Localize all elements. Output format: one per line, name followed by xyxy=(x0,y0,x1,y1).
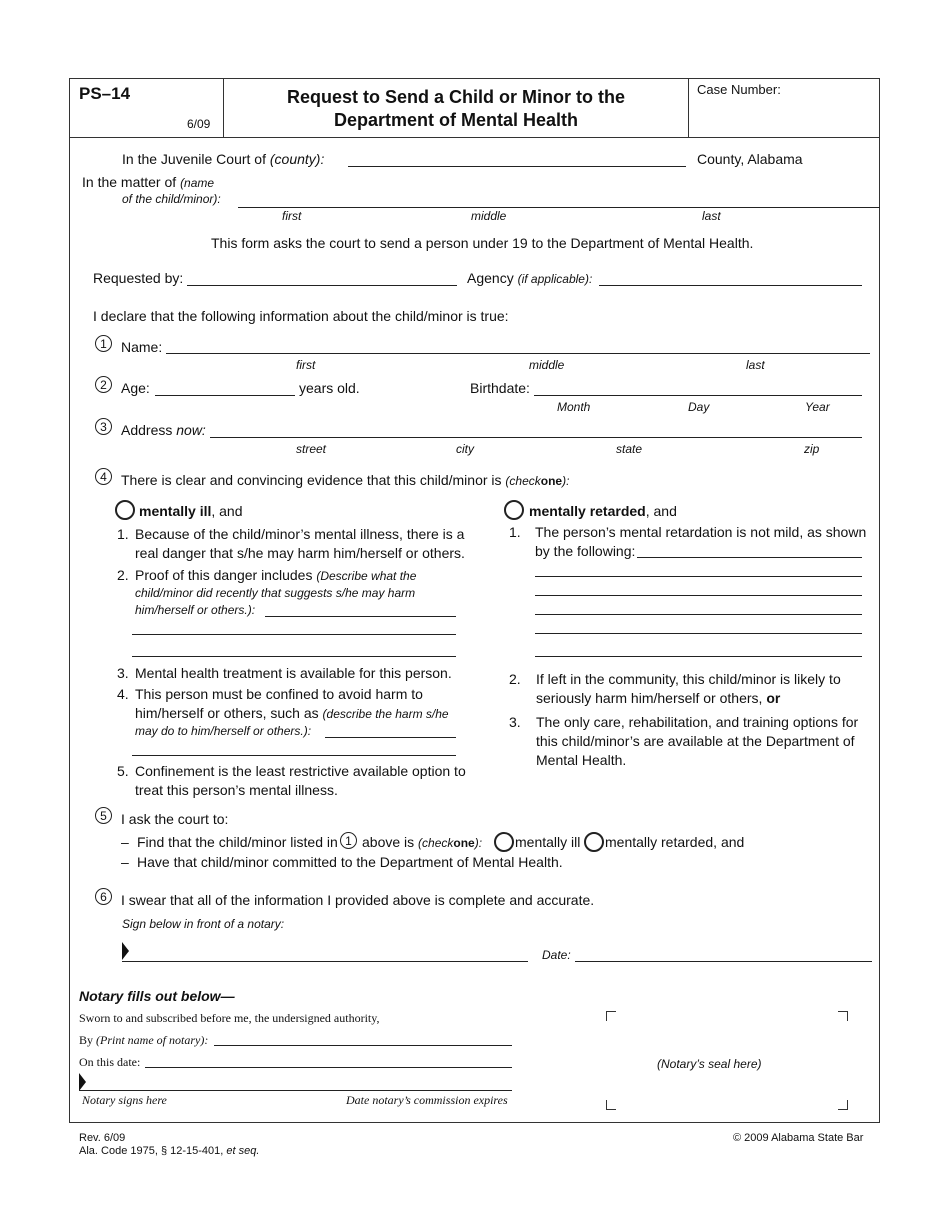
name-first-label: first xyxy=(296,358,316,372)
ill-item-4-line-c: may do to him/herself or others.): xyxy=(135,724,312,738)
case-number-label: Case Number: xyxy=(697,82,781,97)
ret-item-3-num: 3. xyxy=(509,714,521,730)
ill-harm-line-1[interactable] xyxy=(325,737,456,738)
ask-check-open: (check xyxy=(418,836,454,850)
ret-item-1-line-a: The person’s mental retardation is not mild, as shown xyxy=(535,524,867,540)
signature-date-label: Date: xyxy=(542,948,571,962)
agency-label xyxy=(467,270,592,286)
ret-evidence-line-6[interactable] xyxy=(535,656,862,657)
form-title-line1: Request to Send a Child or Minor to the xyxy=(286,87,625,107)
ask-label: I ask the court to: xyxy=(121,811,229,827)
notary-seal-label: (Notary’s seal here) xyxy=(657,1057,762,1071)
court-prefix-text: In the Juvenile Court of xyxy=(122,151,266,167)
mentally-retarded-radio[interactable] xyxy=(504,500,524,520)
name-last-label: last xyxy=(746,358,765,372)
ill-item-5-num: 5. xyxy=(117,763,129,779)
mentally-ill-radio[interactable] xyxy=(115,500,135,520)
notary-signs-here-label: Notary signs here xyxy=(82,1093,167,1107)
mentally-ill-title: mentally ill xyxy=(139,503,212,519)
age-label: Age: xyxy=(121,380,150,396)
ask-dash-2: – xyxy=(121,854,129,870)
mentally-ill-heading xyxy=(139,503,243,519)
footer-code xyxy=(79,1145,259,1157)
name-input-line[interactable] xyxy=(166,353,870,354)
address-hint: now: xyxy=(176,422,206,438)
ret-item-1-num: 1. xyxy=(509,524,521,540)
ret-item-3-line-c: Mental Health. xyxy=(536,752,627,768)
signature-arrow-icon xyxy=(122,942,129,960)
ill-proof-line-1[interactable] xyxy=(265,616,456,617)
address-label xyxy=(121,422,206,438)
ret-evidence-line-5[interactable] xyxy=(535,633,862,634)
notary-on-date-label: On this date: xyxy=(79,1055,141,1069)
sign-hint: Sign below in front of a notary: xyxy=(122,917,285,931)
mentally-retarded-and: , and xyxy=(645,503,677,519)
county-suffix: County, Alabama xyxy=(697,151,803,167)
footer-code-text: Ala. Code 1975, § 12-15-401, xyxy=(79,1145,224,1157)
address-street-label: street xyxy=(296,442,327,456)
evidence-text xyxy=(121,472,569,488)
notary-commission-label: Date notary’s commission expires xyxy=(346,1093,508,1107)
ill-item-2-text: Proof of this danger includes xyxy=(135,567,313,583)
notary-by-text: By xyxy=(79,1033,94,1047)
footer-copyright: © 2009 Alabama State Bar xyxy=(733,1132,864,1144)
ill-item-3-num: 3. xyxy=(117,665,129,681)
matter-hint-1: (name xyxy=(180,176,215,190)
header-bottom-rule xyxy=(69,137,880,138)
notary-signature-line[interactable] xyxy=(79,1090,512,1091)
matter-prefix-text: In the matter of xyxy=(82,174,177,190)
ret-item-3-line-b: this child/minor’s are available at the Department of xyxy=(536,733,855,749)
ask-dash-1: – xyxy=(121,834,129,850)
item-6-number: 6 xyxy=(95,888,112,905)
birthdate-label: Birthdate: xyxy=(470,380,530,396)
matter-prefix xyxy=(82,174,214,190)
notary-sworn-text: Sworn to and subscribed before me, the undersigned authority, xyxy=(79,1011,380,1025)
ret-evidence-line-2[interactable] xyxy=(535,576,862,577)
mentally-retarded-heading xyxy=(529,503,677,519)
ask-have-text: Have that child/minor committed to the Department of Mental Health. xyxy=(137,854,563,870)
notary-signature-arrow-icon xyxy=(79,1073,86,1091)
address-zip-label: zip xyxy=(804,442,820,456)
ill-item-2-num: 2. xyxy=(117,567,129,583)
ret-item-2-or: or xyxy=(766,690,781,706)
child-name-input-line[interactable] xyxy=(238,207,880,208)
county-input-line[interactable] xyxy=(348,166,686,167)
age-suffix: years old. xyxy=(299,380,360,396)
ill-item-4-line-b xyxy=(135,705,449,721)
evidence-check-one: one xyxy=(540,474,563,488)
ret-evidence-line-3[interactable] xyxy=(535,595,862,596)
ret-item-2-line-a: If left in the community, this child/minor is likely to xyxy=(536,671,841,687)
seal-corner-top-left xyxy=(606,1011,616,1021)
seal-corner-bottom-left xyxy=(606,1100,616,1110)
ask-ref-item-1: 1 xyxy=(340,832,357,849)
address-label-text: Address xyxy=(121,422,173,438)
agency-label-text: Agency xyxy=(467,270,514,286)
ill-item-5-line-b: treat this person’s mental illness. xyxy=(135,782,338,798)
seal-corner-bottom-right xyxy=(838,1100,848,1110)
county-hint: (county): xyxy=(269,151,325,167)
ret-item-3-line-a: The only care, rehabilitation, and training options for xyxy=(536,714,859,730)
item-4-number: 4 xyxy=(95,468,112,485)
requested-by-input-line[interactable] xyxy=(187,285,457,286)
ill-item-2-line-a xyxy=(135,567,416,583)
ill-proof-line-3[interactable] xyxy=(132,656,456,657)
ill-item-3-text: Mental health treatment is available for this person. xyxy=(135,665,452,681)
court-prefix xyxy=(122,151,324,167)
address-state-label: state xyxy=(616,442,643,456)
form-title-line2: Department of Mental Health xyxy=(333,110,579,130)
intro-text: This form asks the court to send a person under 19 to the Department of Mental Health. xyxy=(211,235,754,251)
item-5-number: 5 xyxy=(95,807,112,824)
item-2-number: 2 xyxy=(95,376,112,393)
seal-corner-top-right xyxy=(838,1011,848,1021)
ill-item-1-num: 1. xyxy=(117,526,129,542)
birthdate-input-line[interactable] xyxy=(534,395,862,396)
agency-input-line[interactable] xyxy=(599,285,862,286)
mentally-ill-and: , and xyxy=(211,503,243,519)
name-middle-label: middle xyxy=(529,358,565,372)
declare-text: I declare that the following information about the child/minor is true: xyxy=(93,308,509,324)
notary-date-line[interactable] xyxy=(145,1067,512,1068)
ask-mentally-ill-label: mentally ill xyxy=(515,834,581,850)
footer-code-etseq: et seq. xyxy=(226,1145,260,1157)
birthdate-day-label: Day xyxy=(688,400,710,414)
ret-evidence-line-1[interactable] xyxy=(637,557,862,558)
age-input-line[interactable] xyxy=(155,395,295,396)
ask-check-close: ): xyxy=(474,836,483,850)
agency-hint: (if applicable): xyxy=(517,272,593,286)
notary-by-label xyxy=(79,1033,208,1048)
ill-item-4-text-b: him/herself or others, such as xyxy=(135,705,319,721)
child-middle-label: middle xyxy=(471,209,507,223)
ask-find-text-b: above is xyxy=(362,834,415,850)
ask-check-one: one xyxy=(453,836,475,850)
signature-date-line[interactable] xyxy=(575,961,872,962)
mentally-retarded-title: mentally retarded xyxy=(529,503,646,519)
ask-mentally-ill-radio[interactable] xyxy=(494,832,514,852)
address-input-line[interactable] xyxy=(210,437,862,438)
form-date: 6/09 xyxy=(187,117,211,131)
ret-item-1-line-b: by the following: xyxy=(535,543,636,559)
notary-title: Notary fills out below— xyxy=(79,988,235,1004)
ask-find-line xyxy=(137,834,338,850)
address-city-label: city xyxy=(456,442,474,456)
evidence-check-close: ): xyxy=(562,474,570,488)
matter-hint-2: of the child/minor): xyxy=(122,192,221,206)
ret-item-2-num: 2. xyxy=(509,671,521,687)
item-1-number: 1 xyxy=(95,335,112,352)
footer-rev: Rev. 6/09 xyxy=(79,1132,126,1144)
birthdate-month-label: Month xyxy=(557,400,591,414)
item-3-number: 3 xyxy=(95,418,112,435)
ret-evidence-line-4[interactable] xyxy=(535,614,862,615)
ill-item-4-num: 4. xyxy=(117,686,129,702)
form-id: PS–14 xyxy=(79,84,131,103)
signature-line[interactable] xyxy=(122,961,528,962)
ret-item-2-line-b xyxy=(536,690,780,706)
notary-name-line[interactable] xyxy=(214,1045,512,1046)
ill-item-2-line-b: child/minor did recently that suggests s/he may harm xyxy=(135,586,416,600)
evidence-text-main: There is clear and convincing evidence that this child/minor is xyxy=(121,472,502,488)
ill-item-4-hint: (describe the harm s/he xyxy=(322,707,449,721)
swear-text: I swear that all of the information I provided above is complete and accurate. xyxy=(121,892,595,908)
header-divider-right xyxy=(688,78,689,137)
name-label: Name: xyxy=(121,339,163,355)
birthdate-year-label: Year xyxy=(805,400,830,414)
evidence-check-open: (check xyxy=(505,474,541,488)
ill-item-5-line-a: Confinement is the least restrictive available option to xyxy=(135,763,466,779)
ill-item-1-line-b: real danger that s/he may harm him/herself or others. xyxy=(135,545,465,561)
ill-item-1-line-a: Because of the child/minor’s mental illness, there is a xyxy=(135,526,465,542)
notary-by-hint: (Print name of notary): xyxy=(96,1033,209,1047)
ill-item-4-line-a: This person must be confined to avoid harm to xyxy=(135,686,423,702)
ask-find-line-b xyxy=(362,834,482,850)
child-first-label: first xyxy=(282,209,302,223)
ask-mentally-retarded-label: mentally retarded, and xyxy=(605,834,745,850)
ill-proof-line-2[interactable] xyxy=(132,634,456,635)
ill-item-2-line-c: him/herself or others.): xyxy=(135,603,256,617)
ill-item-2-hint: (Describe what the xyxy=(316,569,417,583)
ret-item-2-text-b: seriously harm him/herself or others, xyxy=(536,690,763,706)
ill-harm-line-2[interactable] xyxy=(132,755,456,756)
ask-mentally-retarded-radio[interactable] xyxy=(584,832,604,852)
ask-find-text-a: Find that the child/minor listed in xyxy=(137,834,338,850)
child-last-label: last xyxy=(702,209,721,223)
requested-by-label: Requested by: xyxy=(93,270,184,286)
